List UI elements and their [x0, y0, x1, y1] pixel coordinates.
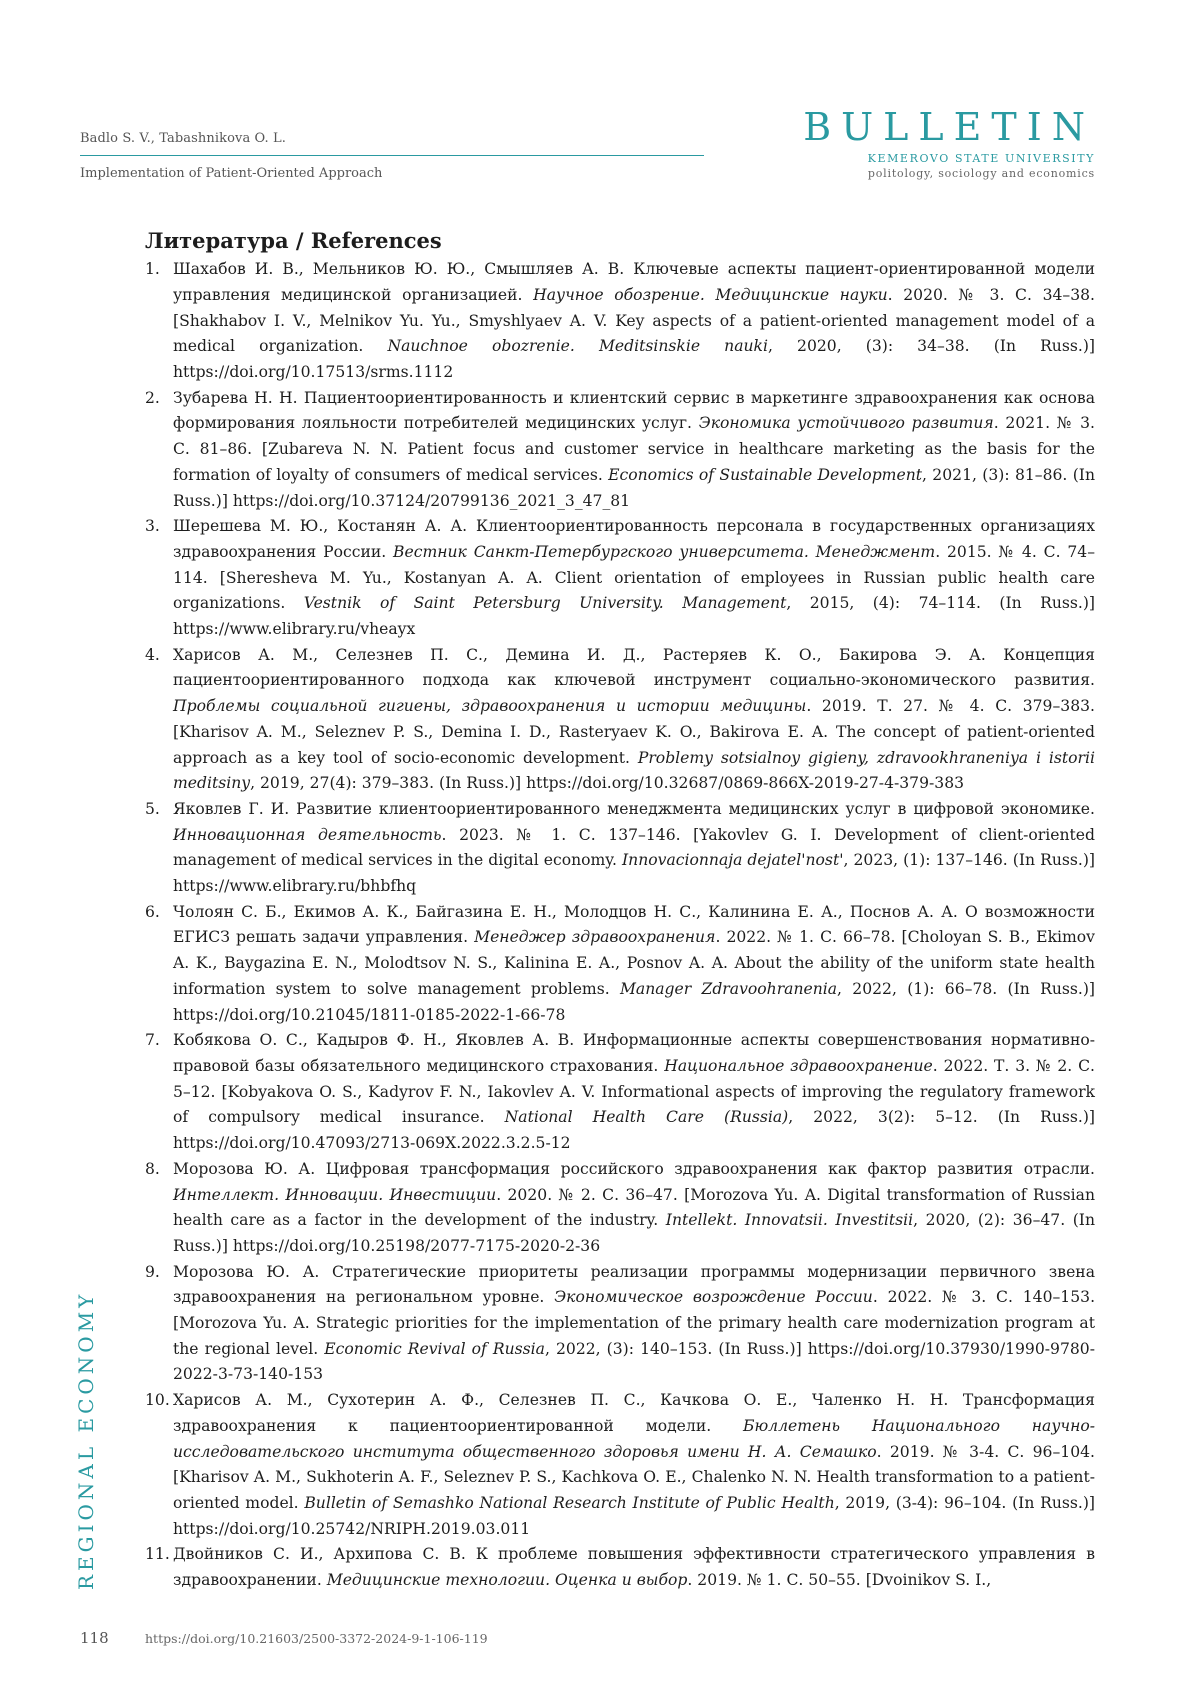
reference-number: 8.: [145, 1157, 173, 1260]
reference-text-part: . 2019. № 1. С. 50–55. [Dvoinikov S. I.,: [687, 1571, 991, 1589]
reference-text-part: . 2022. № 1. С. 66–78. [Choloyan S. B., Ekimov A. K., Baygazina E. N., Molodtsov N. S., Kalinina E. A., Posnov A. A. About the ability of the uniform state health information system to solve management problems.: [173, 928, 1095, 997]
reference-text-part: . 2020. № 2. С. 36–47. [Morozova Yu. A. Digital transformation of Russian health care as a factor in the development of the industry.: [173, 1186, 1095, 1230]
header-rule: [80, 155, 704, 156]
reference-text: [173, 514, 1095, 643]
reference-text-part: . 2021. № 3. С. 81–86. [Zubareva N. N. Patient focus and customer service in healthcare marketing as the basis for the formation of loyalty of consumers of medical services.: [173, 414, 1095, 483]
reference-text-part: . 2015. № 4. С. 74–114. [Sheresheva M. Yu., Kostanyan A. A. Client orientation of employees in Russian public health care organizations.: [173, 543, 1095, 612]
reference-number: 4.: [145, 643, 173, 797]
reference-source-title: National Health Care (Russia): [505, 1108, 789, 1126]
reference-text-part: , 2021, (3): 81–86. (In Russ.)] https://doi.org/10.37124/20799136_2021_3_47_81: [173, 466, 1095, 510]
reference-text-part: . 2020. № 3. С. 34–38. [Shakhabov I. V., Melnikov Yu. Yu., Smyshlyaev A. V. Key aspects of a patient-oriented management model of a medical organization.: [173, 286, 1095, 355]
reference-item: [145, 1260, 1095, 1389]
reference-source-title: Nauchnoe obozrenie. Meditsinskie nauki: [387, 337, 768, 355]
reference-source-title: Economic Revival of Russia: [324, 1340, 545, 1358]
reference-source-title: Научное обозрение. Медицинские науки: [533, 286, 888, 304]
reference-item: [145, 1388, 1095, 1542]
reference-text-part: Кобякова О. С., Кадыров Ф. Н., Яковлев А. В. Информационные аспекты совершенствования нормативно-правовой базы обязательного медицинского страхования.: [173, 1031, 1095, 1075]
reference-source-title: Бюллетень Национального научно-исследовательского института общественного здоровья имени Н. А. Семашко: [173, 1417, 1095, 1461]
journal-logo-series: politology, sociology and economics: [868, 168, 1095, 179]
reference-text: [173, 1542, 1095, 1593]
reference-source-title: Проблемы социальной гигиены, здравоохранения и истории медицины: [173, 697, 806, 715]
reference-source-title: Vestnik of Saint Petersburg University. Management: [304, 594, 787, 612]
reference-item: [145, 514, 1095, 643]
reference-text-part: Чолоян С. Б., Екимов А. К., Байгазина Е. Н., Молодцов Н. С., Калинина Е. А., Поснов А. А. О возможности ЕГИСЗ решать задачи управления.: [173, 903, 1095, 947]
reference-text-part: , 2020, (2): 36–47. (In Russ.)] https://doi.org/10.25198/2077-7175-2020-2-36: [173, 1211, 1095, 1255]
reference-item: [145, 643, 1095, 797]
section-title: Литература / References: [145, 228, 1095, 253]
reference-number: 2.: [145, 386, 173, 515]
reference-text-part: , 2023, (1): 137–146. (In Russ.)] https://www.elibrary.ru/bhbfhq: [173, 851, 1095, 895]
footer-doi: https://doi.org/10.21603/2500-3372-2024-9-1-106-119: [145, 1631, 488, 1646]
reference-text: [173, 1028, 1095, 1157]
reference-number: 11.: [145, 1542, 173, 1593]
reference-text-part: Шерешева М. Ю., Костанян А. А. Клиентоориентированность персонала в государственных организациях здравоохранения России.: [173, 517, 1095, 561]
header-article-title: Implementation of Patient-Oriented Approach: [80, 166, 382, 181]
reference-number: 3.: [145, 514, 173, 643]
reference-number: 7.: [145, 1028, 173, 1157]
reference-text-part: . 2022. Т. 3. № 2. С. 5–12. [Kobyakova O. S., Kadyrov F. N., Iakovlev A. V. Informational aspects of improving the regulatory framework of compulsory medical insurance.: [173, 1057, 1095, 1126]
journal-logo-university: KEMEROVO STATE UNIVERSITY: [868, 153, 1095, 164]
reference-item: [145, 900, 1095, 1029]
reference-text-part: , 2015, (4): 74–114. (In Russ.)] https://www.elibrary.ru/vheayx: [173, 594, 1095, 638]
reference-number: 1.: [145, 257, 173, 386]
reference-item: [145, 1157, 1095, 1260]
header-authors: Badlo S. V., Tabashnikova O. L.: [80, 131, 286, 146]
reference-text-part: , 2022, (1): 66–78. (In Russ.)] https://doi.org/10.21045/1811-0185-2022-1-66-78: [173, 980, 1095, 1024]
reference-source-title: Национальное здравоохранение: [664, 1057, 933, 1075]
reference-source-title: Инновационная деятельность: [173, 826, 442, 844]
page-number: 118: [80, 1629, 109, 1647]
reference-text-part: , 2019, (3-4): 96–104. (In Russ.)] https://doi.org/10.25742/NRIPH.2019.03.011: [173, 1494, 1095, 1538]
sidebar-section-label: REGIONAL ECONOMY: [74, 1291, 98, 1590]
reference-source-title: Экономика устойчивого развития: [699, 414, 994, 432]
journal-logo-title: BULLETIN: [803, 108, 1095, 146]
reference-source-title: Экономическое возрождение России: [554, 1288, 873, 1306]
reference-text-part: , 2019, 27(4): 379–383. (In Russ.)] https://doi.org/10.32687/0869-866X-2019-27-4-379-383: [250, 774, 964, 792]
reference-text-part: Харисов А. М., Селезнев П. С., Демина И. Д., Растеряев К. О., Бакирова Э. А. Концепция пациентоориентированного подхода как ключевой инструмент социально-экономического развития.: [173, 646, 1095, 690]
reference-text-part: Морозова Ю. А. Цифровая трансформация российского здравоохранения как фактор развития отрасли.: [173, 1160, 1095, 1178]
reference-text-part: . 2023. № 1. С. 137–146. [Yakovlev G. I. Development of client-oriented management of medical services in the digital economy.: [173, 826, 1095, 870]
reference-text: [173, 257, 1095, 386]
reference-item: [145, 1542, 1095, 1593]
reference-source-title: Медицинские технологии. Оценка и выбор: [327, 1571, 688, 1589]
reference-text-part: Харисов А. М., Сухотерин А. Ф., Селезнев П. С., Качкова О. Е., Чаленко Н. Н. Трансформация здравоохранения к пациентоориентированной модели.: [173, 1391, 1095, 1435]
reference-source-title: Вестник Санкт-Петербургского университета. Менеджмент: [393, 543, 935, 561]
reference-text-part: . 2022. № 3. С. 140–153. [Morozova Yu. A. Strategic priorities for the implementation of the primary health care modernization program at the regional level.: [173, 1288, 1095, 1357]
reference-item: [145, 797, 1095, 900]
reference-text-part: , 2022, 3(2): 5–12. (In Russ.)] https://doi.org/10.47093/2713-069X.2022.3.2.5-12: [173, 1108, 1095, 1152]
reference-number: 5.: [145, 797, 173, 900]
reference-source-title: Manager Zdravoohranenia: [620, 980, 837, 998]
reference-source-title: Bulletin of Semashko National Research Institute of Public Health: [304, 1494, 834, 1512]
reference-text: [173, 900, 1095, 1029]
reference-text: [173, 1260, 1095, 1389]
reference-source-title: Менеджер здравоохранения: [474, 928, 715, 946]
reference-item: [145, 386, 1095, 515]
reference-text-part: Шахабов И. В., Мельников Ю. Ю., Смышляев А. В. Ключевые аспекты пациент-ориентированной модели управления медицинской организацией.: [173, 260, 1095, 304]
reference-number: 10.: [145, 1388, 173, 1542]
reference-text-part: Яковлев Г. И. Развитие клиентоориентированного менеджмента медицинских услуг в цифровой экономике.: [173, 800, 1095, 818]
reference-text-part: , 2020, (3): 34–38. (In Russ.)] https://doi.org/10.17513/srms.1112: [173, 337, 1095, 381]
reference-text-part: , 2022, (3): 140–153. (In Russ.)] https://doi.org/10.37930/1990-9780-2022-3-73-140-153: [173, 1340, 1095, 1384]
reference-text: [173, 797, 1095, 900]
reference-item: [145, 1028, 1095, 1157]
reference-source-title: Intellekt. Innovatsii. Investitsii: [666, 1211, 913, 1229]
reference-source-title: Интеллект. Инновации. Инвестиции: [173, 1186, 496, 1204]
reference-text: [173, 1388, 1095, 1542]
reference-number: 9.: [145, 1260, 173, 1389]
references-list: [145, 257, 1095, 1594]
reference-text-part: . 2019. № 3-4. С. 96–104. [Kharisov A. M., Sukhoterin A. F., Seleznev P. S., Kachkova O. E., Chalenko N. N. Health transformation to a patient-oriented model.: [173, 1443, 1095, 1512]
reference-source-title: Innovacionnaja dejatel'nost': [622, 851, 843, 869]
reference-source-title: Problemy sotsialnoy gigieny, zdravookhraneniya i istorii meditsiny: [173, 749, 1095, 793]
references-section: [145, 228, 1095, 1594]
reference-text: [173, 1157, 1095, 1260]
page: [0, 0, 1200, 1697]
reference-number: 6.: [145, 900, 173, 1029]
reference-source-title: Economics of Sustainable Development: [608, 466, 922, 484]
reference-text: [173, 643, 1095, 797]
reference-text: [173, 386, 1095, 515]
reference-item: [145, 257, 1095, 386]
reference-text-part: Зубарева Н. Н. Пациентоориентированность и клиентский сервис в маркетинге здравоохранения как основа формирования лояльности потребителей медицинских услуг.: [173, 389, 1095, 433]
reference-text-part: Двойников С. И., Архипова С. В. К проблеме повышения эффективности стратегического управления в здравоохранении.: [173, 1545, 1095, 1589]
reference-text-part: Морозова Ю. А. Стратегические приоритеты реализации программы модернизации первичного звена здравоохранения на региональном уровне.: [173, 1263, 1095, 1307]
reference-text-part: . 2019. Т. 27. № 4. С. 379–383. [Kharisov A. M., Seleznev P. S., Demina I. D., Rasteryaev K. O., Bakirova E. A. The concept of patient-oriented approach as a key tool of socio-economic development.: [173, 697, 1095, 766]
